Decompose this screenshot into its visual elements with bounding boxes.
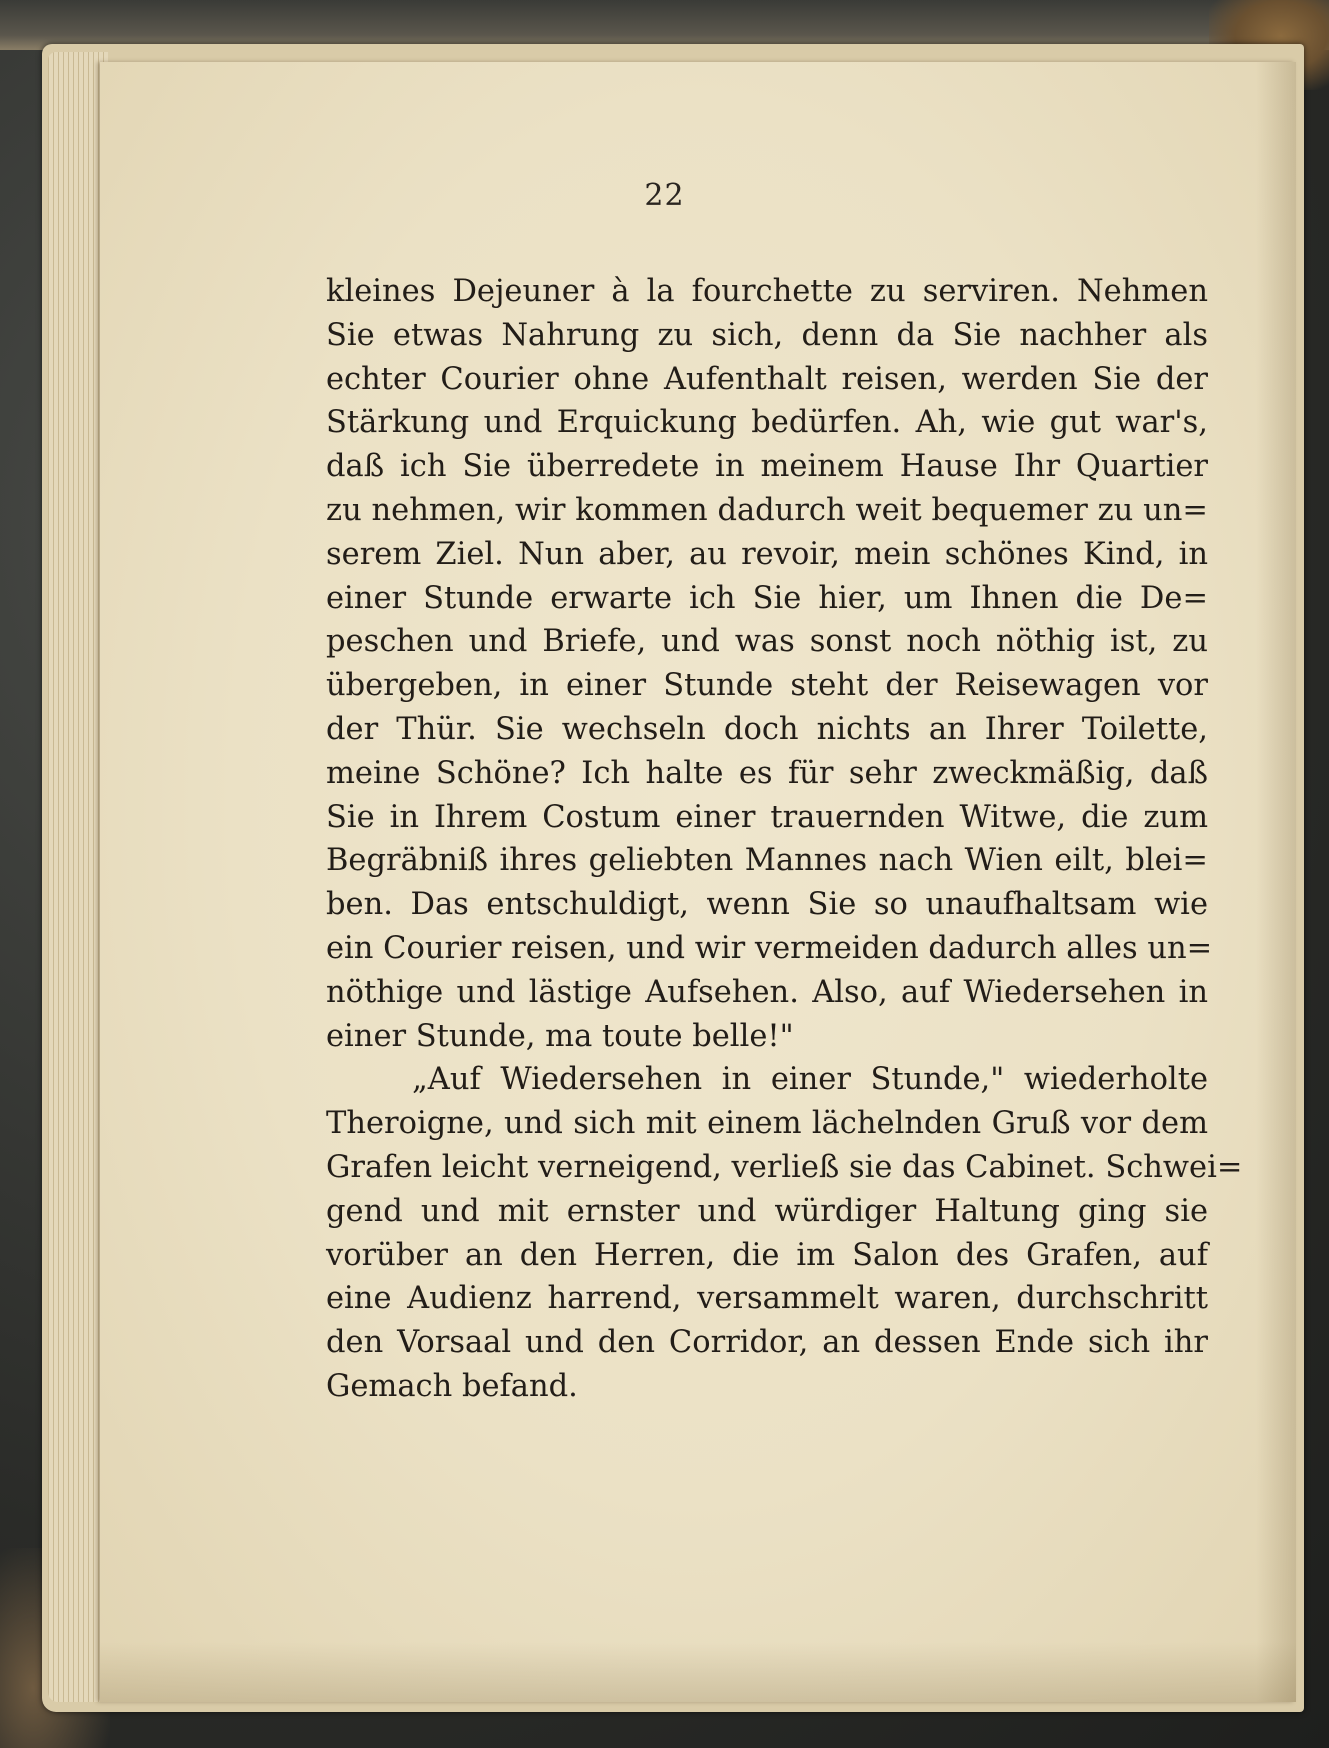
text-line: vorüber an den Herren, die im Salon des Grafen, auf bbox=[326, 1237, 1208, 1273]
body-text bbox=[326, 270, 1243, 1409]
text-line: zu nehmen, wir kommen dadurch weit bequemer zu un= bbox=[326, 492, 1208, 528]
text-line: einer Stunde, ma toute belle!" bbox=[326, 1018, 794, 1054]
text-line: übergeben, in einer Stunde steht der Reisewagen vor bbox=[326, 668, 1208, 704]
text-line: nöthige und lästige Aufsehen. Also, auf Wiedersehen in bbox=[326, 974, 1208, 1010]
text-line: Sie etwas Nahrung zu sich, denn da Sie nachher als bbox=[326, 317, 1208, 353]
cover-top-edge bbox=[0, 0, 1329, 50]
text-line: Begräbniß ihres geliebten Mannes nach Wien eilt, blei= bbox=[326, 843, 1208, 879]
text-line: Theroigne, und sich mit einem lächelnden Gruß vor dem bbox=[326, 1106, 1208, 1142]
text-line: Gemach befand. bbox=[326, 1368, 578, 1404]
text-line: den Vorsaal und den Corridor, an dessen Ende sich ihr bbox=[326, 1325, 1208, 1361]
text-line: meine Schöne? Ich halte es für sehr zweckmäßig, daß bbox=[326, 755, 1208, 791]
page-gutter-shadow bbox=[1256, 62, 1296, 1702]
text-line: ein Courier reisen, und wir vermeiden dadurch alles un= bbox=[326, 930, 1213, 966]
text-line: serem Ziel. Nun aber, au revoir, mein schönes Kind, in bbox=[326, 536, 1208, 572]
text-line: echter Courier ohne Aufenthalt reisen, werden Sie der bbox=[326, 361, 1208, 397]
text-line: gend und mit ernster und würdiger Haltung ging sie bbox=[326, 1193, 1208, 1229]
text-line: kleines Dejeuner à la fourchette zu serviren. Nehmen bbox=[326, 274, 1208, 309]
text-line: der Thür. Sie wechseln doch nichts an Ihrer Toilette, bbox=[326, 711, 1208, 747]
page-number: 22 bbox=[644, 178, 685, 213]
text-line: daß ich Sie überredete in meinem Hause Ihr Quartier bbox=[326, 449, 1208, 485]
text-line: Stärkung und Erquickung bedürfen. Ah, wie gut war's, bbox=[326, 405, 1208, 441]
text-line: ben. Das entschuldigt, wenn Sie so unaufhaltsam wie bbox=[326, 887, 1208, 923]
text-line: Sie in Ihrem Costum einer trauernden Witwe, die zum bbox=[326, 799, 1208, 835]
text-line: „Auf Wiedersehen in einer Stunde," wiederholte bbox=[412, 1062, 1208, 1098]
page-bottom-stain bbox=[100, 1642, 1296, 1702]
text-line: peschen und Briefe, und was sonst noch nöthig ist, zu bbox=[326, 624, 1208, 660]
text-line: einer Stunde erwarte ich Sie hier, um Ihnen die De= bbox=[326, 580, 1208, 616]
text-line: Grafen leicht verneigend, verließ sie das Cabinet. Schwei= bbox=[326, 1149, 1243, 1185]
text-line: eine Audienz harrend, versammelt waren, durchschritt bbox=[326, 1281, 1208, 1317]
